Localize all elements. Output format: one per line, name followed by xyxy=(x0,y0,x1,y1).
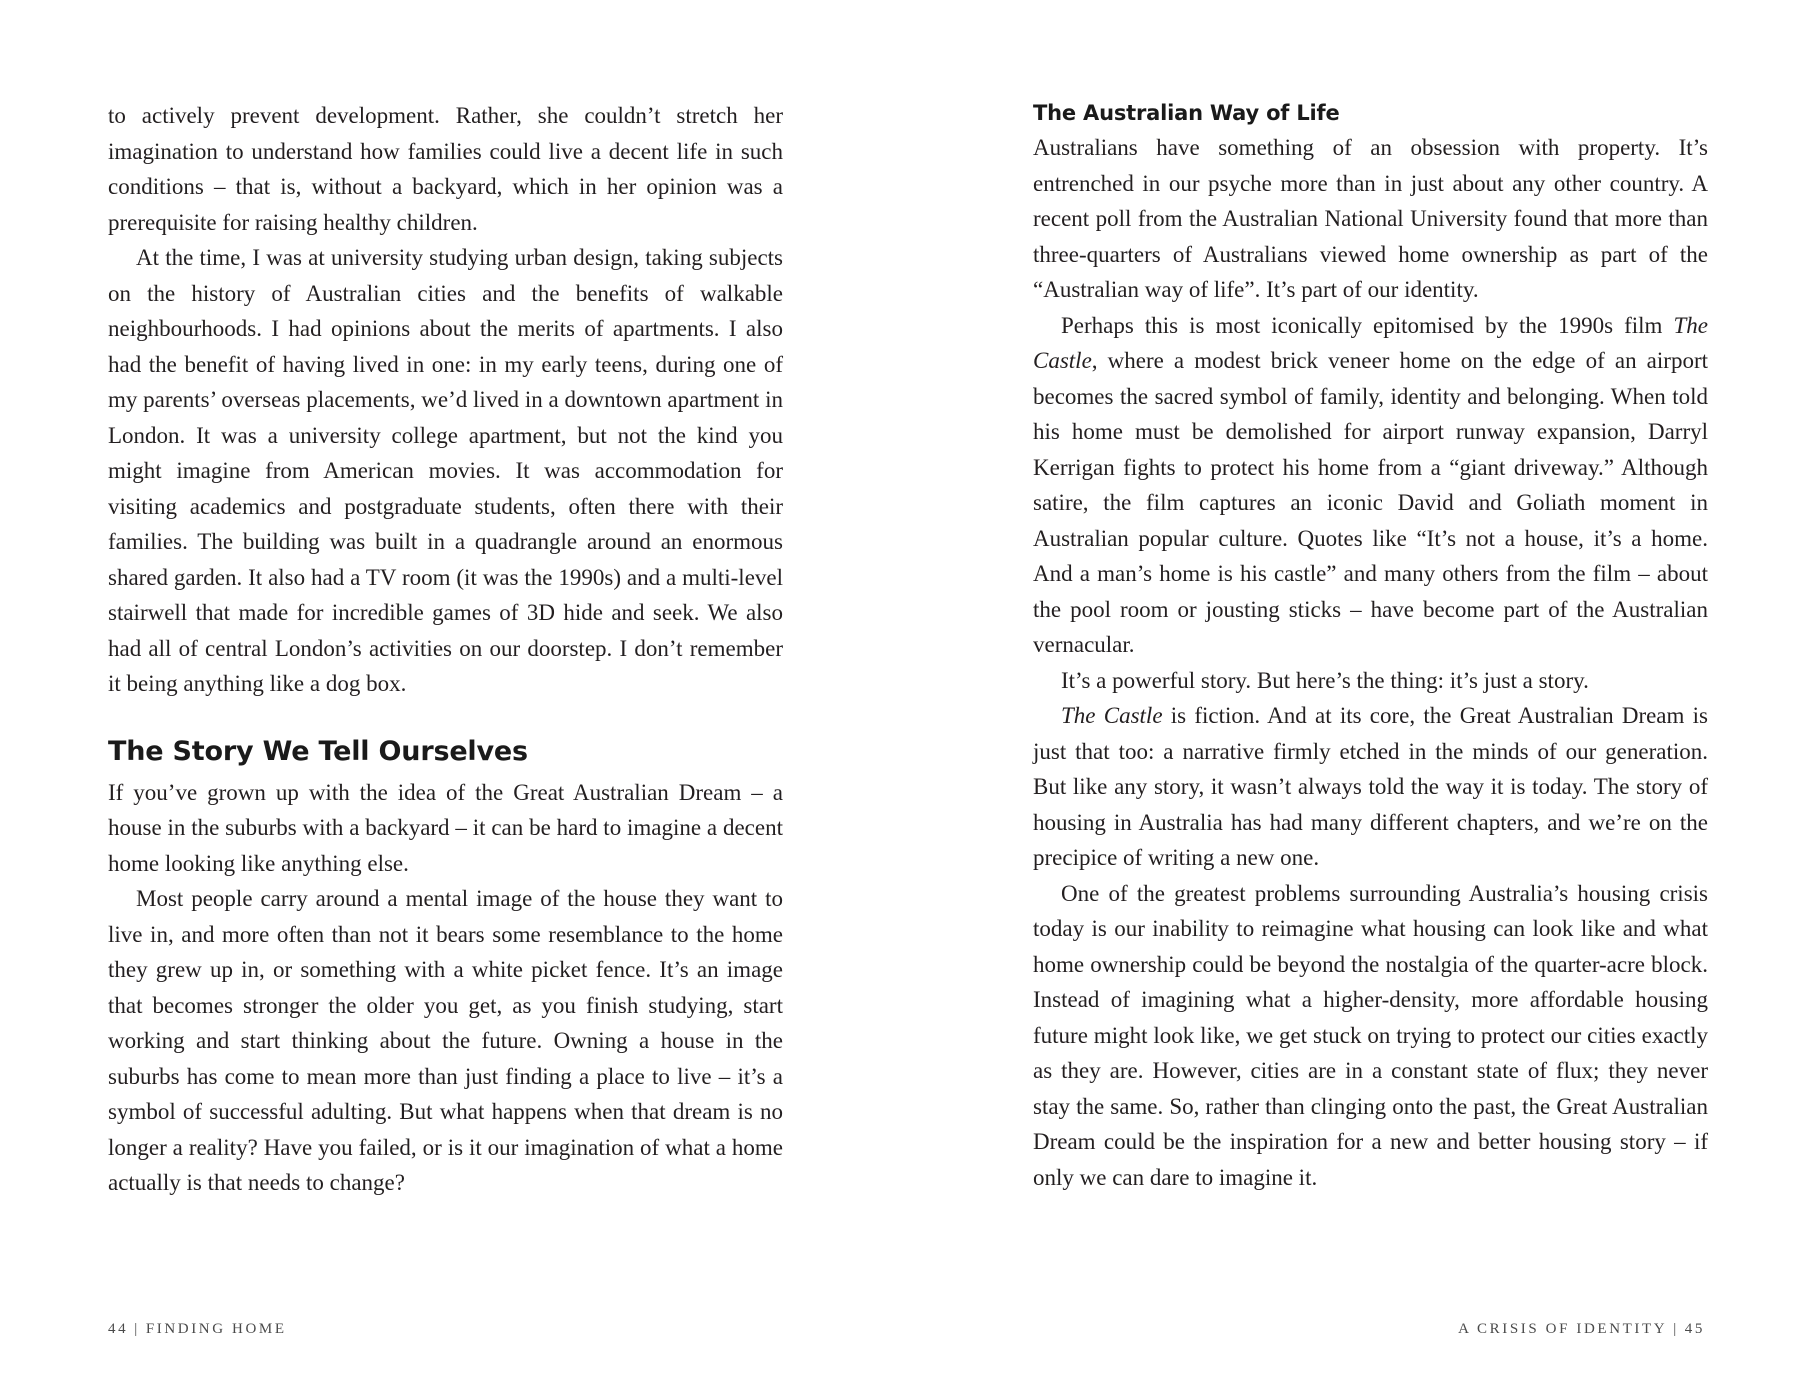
paragraph-2-rest: , where a modest brick veneer home on the edge of an airport becomes the sacred symbol of family, identity and belonging. When told his home must be demolished for airport runway expansion, Darryl Kerrigan fights to protect his home from a “giant driveway.” Although satire, the film captures an iconic David and Goliath moment in Australian popular culture. Quotes like “It’s not a house, it’s a home. And a man’s home is his castle” and many others from the film – about the pool room or jousting sticks – have become part of the Australian vernacular. xyxy=(1033,348,1708,657)
right-paragraph-5: One of the greatest problems surrounding Australia’s housing crisis today is our inability to reimagine what housing can look like and what home ownership could be beyond the nostalgia of the quarter-acre block. Instead of imagining what a higher-density, more affordable housing future might look like, we get stuck on trying to protect our cities exactly as they are. However, cities are in a constant state of flux; they never stay the same. So, rather than clinging onto the past, the Great Australian Dream could be the inspiration for a new and better housing story – if only we can dare to imagine it. xyxy=(1033,880,1708,1190)
left-paragraph-1: to actively prevent development. Rather, she couldn’t stretch her imagination to understand how families could live a decent life in such conditions – that is, without a backyard, which in her opinion was a prerequisite for raising healthy children. xyxy=(108,103,783,235)
film-title: The Castle xyxy=(1061,703,1163,728)
subsection-heading: The Australian Way of Life xyxy=(1033,101,1340,125)
film-title: The Castle xyxy=(1033,312,1708,373)
running-head: FINDING HOME xyxy=(145,1321,287,1337)
right-paragraph-4 xyxy=(1033,698,1708,876)
left-paragraph-2: At the time, I was at university studying urban design, taking subjects on the history of Australian cities and the benefits of walkable neighbourhoods. I had opinions about the merits of apartments. I also had the benefit of having lived in one: in my early teens, during one of my parents’ overseas placements, we’d lived in a downtown apartment in London. It was a university college apartment, but not the kind you might imagine from American movies. It was accommodation for visiting academics and postgraduate students, often there with their families. The building was built in a quadrangle around an enormous shared garden. It also had a TV room (it was the 1990s) and a multi-level stairwell that made for incredible games of 3D hide and seek. We also had all of central London’s activities on our doorstep. I don’t remember it being anything like a dog box. xyxy=(108,245,783,696)
left-paragraph-3: If you’ve grown up with the idea of the Great Australian Dream – a house in the suburbs with a backyard – it can be hard to imagine a decent home looking like anything else. xyxy=(108,779,783,876)
running-head: A CRISIS OF IDENTITY xyxy=(1458,1321,1668,1337)
right-paragraph-1: Australians have something of an obsession with property. It’s entrenched in our psyche more than in just about any other country. A recent poll from the Australian National University found that more than three-quarters of Australians viewed home ownership as part of the “Australian way of life”. It’s part of our identity. xyxy=(1033,135,1708,302)
right-folio xyxy=(1458,1321,1705,1338)
page-number: 45 xyxy=(1684,1321,1705,1337)
section-heading: The Story We Tell Ourselves xyxy=(108,735,528,767)
paragraph-2-lead: Perhaps this is most iconically epitomised by the 1990s film xyxy=(1061,312,1674,338)
right-page xyxy=(1033,98,1708,1338)
folio-separator: | xyxy=(134,1321,140,1337)
left-folio xyxy=(108,1321,287,1338)
left-page xyxy=(108,98,783,1338)
right-paragraph-3: It’s a powerful story. But here’s the thing: it’s just a story. xyxy=(1061,667,1589,693)
left-paragraph-4: Most people carry around a mental image of the house they want to live in, and more often than not it bears some resemblance to the home they grew up in, or something with a white picket fence. It’s an image that becomes stronger the older you get, as you finish studying, start working and start thinking about the future. Owning a house in the suburbs has come to mean more than just finding a place to live – it’s a symbol of successful adulting. But what happens when that dream is no longer a reality? Have you failed, or is it our imagination of what a home actually is that needs to change? xyxy=(108,886,783,1195)
paragraph-4-rest: is fiction. And at its core, the Great Australian Dream is just that too: a narrative firmly etched in the minds of our generation. But like any story, it wasn’t always told the way it is today. The story of housing in Australia has had many different chapters, and we’re on the precipice of writing a new one. xyxy=(1033,703,1708,870)
page-number: 44 xyxy=(108,1321,129,1337)
right-paragraph-2 xyxy=(1033,308,1708,663)
folio-separator: | xyxy=(1673,1321,1679,1337)
